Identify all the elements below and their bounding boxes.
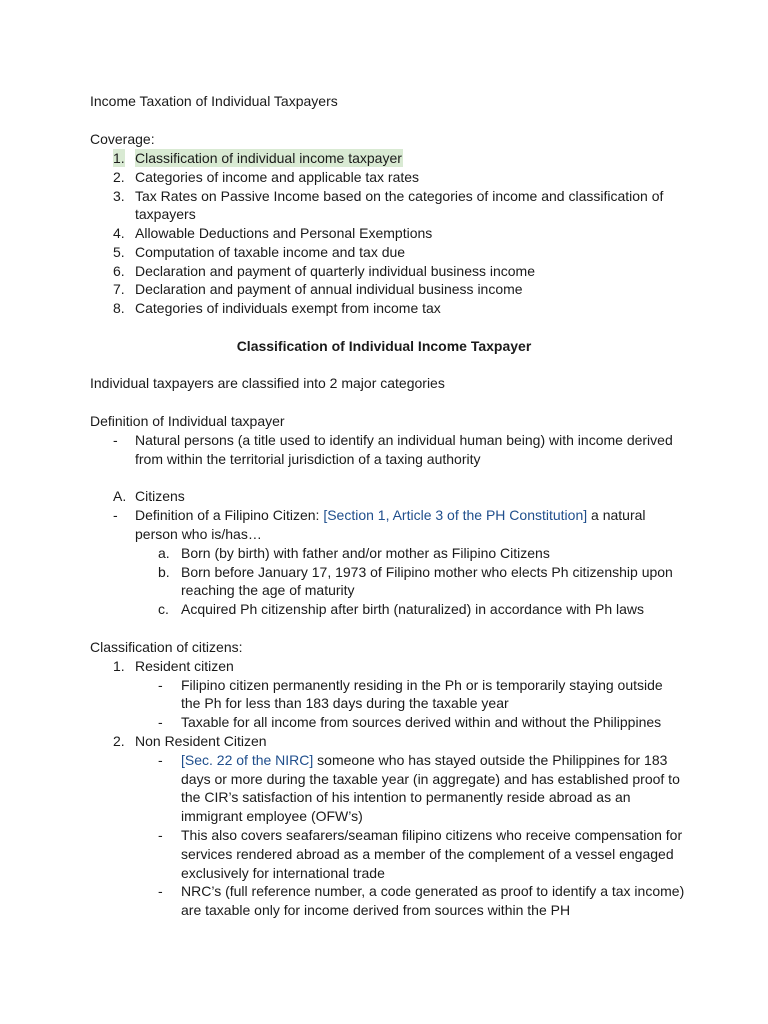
- citizen-definition-prefix: Definition of a Filipino Citizen:: [135, 507, 324, 523]
- nonresident-bullet2-line3: exclusively for international trade: [181, 865, 385, 881]
- intro-paragraph: Individual taxpayers are classified into 2 major categories: [90, 375, 445, 391]
- citizen-criterion-c: Acquired Ph citizenship after birth (naturalized) in accordance with Ph laws: [181, 601, 645, 617]
- coverage-item-number: 4.: [113, 225, 125, 241]
- definition-line2: from within the territorial jurisdiction of a taxing authority: [135, 451, 481, 467]
- nonresident-bullet1-line2: days or more during the taxable year (in aggregate) and has established proof to: [181, 771, 680, 787]
- citizen-definition-line2: person who is/has…: [135, 526, 262, 542]
- coverage-item-5: Computation of taxable income and tax due: [135, 244, 406, 260]
- sub-item-letter: c.: [158, 601, 169, 617]
- nonresident-bullet2-line1: This also covers seafarers/seaman filipino citizens who receive compensation for: [181, 827, 683, 843]
- nonresident-bullet1-text: someone who has stayed outside the Philippines for 183: [313, 752, 668, 768]
- citizens-letter: A.: [113, 488, 127, 504]
- list-number: 2.: [113, 733, 125, 749]
- coverage-item-number: 8.: [113, 300, 125, 316]
- citizens-heading: Citizens: [135, 488, 185, 504]
- coverage-item-number: 1.: [113, 150, 125, 166]
- coverage-item-4: Allowable Deductions and Personal Exemptions: [135, 225, 433, 241]
- coverage-item-number: 3.: [113, 188, 125, 204]
- coverage-item-number: 7.: [113, 281, 125, 297]
- coverage-item-number: 5.: [113, 244, 125, 260]
- citizen-criterion-b-line2: reaching the age of maturity: [181, 582, 355, 598]
- dash-bullet: -: [158, 883, 163, 899]
- document-title: Income Taxation of Individual Taxpayers: [90, 93, 338, 109]
- nonresident-bullet3-line2: are taxable only for income derived from sources within the PH: [181, 902, 571, 918]
- coverage-item-2: Categories of income and applicable tax rates: [135, 169, 420, 185]
- nonresident-bullet3-line1: NRC’s (full reference number, a code generated as proof to identify a tax income): [181, 883, 685, 899]
- nonresident-bullet2-line2: services rendered abroad as a member of the complement of a vessel engaged: [181, 846, 674, 862]
- resident-bullet1-line2: the Ph for less than 183 days during the taxable year: [181, 695, 509, 711]
- dash-bullet: -: [158, 752, 163, 768]
- sub-item-letter: b.: [158, 564, 170, 580]
- constitution-reference: [Section 1, Article 3 of the PH Constitution]: [323, 507, 588, 523]
- dash-bullet: -: [113, 507, 118, 523]
- definition-label: Definition of Individual taxpayer: [90, 413, 285, 429]
- resident-citizen-heading: Resident citizen: [135, 658, 234, 674]
- list-number: 1.: [113, 658, 125, 674]
- dash-bullet: -: [158, 827, 163, 843]
- definition-line1: Natural persons (a title used to identify an individual human being) with income derived: [135, 432, 673, 448]
- citizen-definition-suffix: a natural: [587, 507, 646, 523]
- dash-bullet: -: [158, 714, 163, 730]
- resident-bullet2: Taxable for all income from sources derived within and without the Philippines: [181, 714, 662, 730]
- sub-item-letter: a.: [158, 545, 170, 561]
- citizen-criterion-a: Born (by birth) with father and/or mother as Filipino Citizens: [181, 545, 550, 561]
- coverage-label: Coverage:: [90, 131, 155, 147]
- dash-bullet: -: [113, 432, 118, 448]
- coverage-item-3-line2: taxpayers: [135, 206, 196, 222]
- coverage-item-number: 6.: [113, 263, 125, 279]
- section-heading: Classification of Individual Income Taxpayer: [236, 338, 532, 354]
- nirc-reference: [Sec. 22 of the NIRC]: [181, 752, 314, 768]
- citizen-criterion-b-line1: Born before January 17, 1973 of Filipino mother who elects Ph citizenship upon: [181, 564, 673, 580]
- coverage-item-6: Declaration and payment of quarterly individual business income: [135, 263, 535, 279]
- nonresident-bullet1-line1: [181, 751, 667, 769]
- coverage-item-3-line1: Tax Rates on Passive Income based on the categories of income and classification of: [135, 188, 664, 204]
- coverage-item-7: Declaration and payment of annual individual business income: [135, 281, 523, 297]
- nonresident-bullet1-line3: the CIR’s satisfaction of his intention to permanently reside abroad as an: [181, 789, 631, 805]
- dash-bullet: -: [158, 677, 163, 693]
- resident-bullet1-line1: Filipino citizen permanently residing in the Ph or is temporarily staying outside: [181, 677, 663, 693]
- coverage-item-1: Classification of individual income taxpayer: [135, 150, 402, 166]
- citizen-definition-line1: [135, 506, 646, 524]
- nonresident-bullet1-line4: immigrant employee (OFW’s): [181, 808, 363, 824]
- coverage-item-8: Categories of individuals exempt from income tax: [135, 300, 441, 316]
- classification-label: Classification of citizens:: [90, 639, 243, 655]
- nonresident-citizen-heading: Non Resident Citizen: [135, 733, 267, 749]
- coverage-item-number: 2.: [113, 169, 125, 185]
